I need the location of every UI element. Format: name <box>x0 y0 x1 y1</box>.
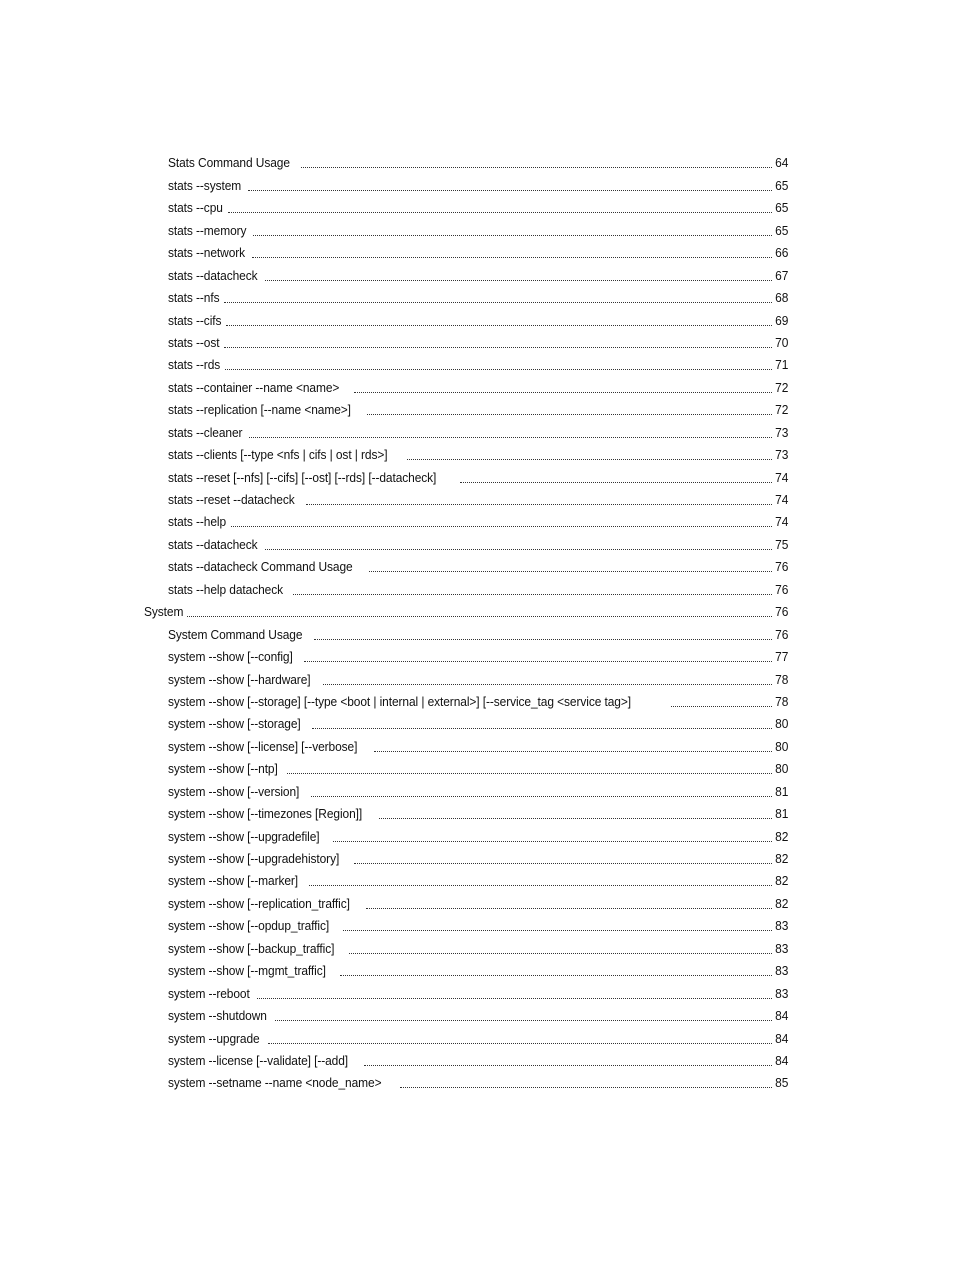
toc-entry-title: stats --nfs <box>168 290 220 306</box>
toc-dot-leader <box>312 728 771 729</box>
toc-entry[interactable] <box>0 621 788 643</box>
toc-entry[interactable] <box>0 576 788 598</box>
toc-entry[interactable] <box>0 285 788 307</box>
toc-page-number: 74 <box>774 492 788 507</box>
toc-entry-title: system --shutdown <box>168 1008 267 1024</box>
toc-dot-leader <box>265 549 771 550</box>
toc-dot-leader <box>333 841 772 842</box>
toc-page-number: 75 <box>774 536 788 552</box>
toc-entry-title: system --show [--opdup_traffic] <box>168 918 330 934</box>
toc-entry[interactable] <box>0 1003 788 1025</box>
toc-dot-leader <box>248 190 772 191</box>
toc-entry-title: stats --datacheck <box>168 536 258 552</box>
toc-entry-title: system --show [--ntp] <box>168 761 278 777</box>
toc-page-number: 74 <box>774 514 788 530</box>
toc-dot-leader <box>369 571 772 572</box>
toc-page-number: 83 <box>774 940 788 956</box>
toc-page-number: 72 <box>774 402 788 418</box>
toc-page-number: 82 <box>774 851 788 866</box>
toc-entry[interactable] <box>0 442 788 464</box>
toc-dot-leader <box>253 235 771 236</box>
toc-page-number: 71 <box>774 357 788 373</box>
toc-page-number: 84 <box>774 1008 788 1024</box>
toc-entry-title: system --show [--mgmt_traffic] <box>168 963 326 979</box>
toc-entry-title: system --show [--replication_traffic] <box>168 895 350 911</box>
toc-entry[interactable] <box>0 1070 788 1092</box>
toc-dot-leader <box>671 706 771 707</box>
toc-entry[interactable] <box>0 487 788 509</box>
toc-entry[interactable] <box>0 801 788 823</box>
toc-entry[interactable] <box>0 352 788 374</box>
table-of-contents <box>0 150 954 1092</box>
toc-entry-title: stats --ost <box>168 334 220 350</box>
toc-entry[interactable] <box>0 666 788 688</box>
toc-entry-title: system --show [--hardware] <box>168 671 311 687</box>
toc-page-number: 83 <box>774 963 788 979</box>
toc-dot-leader <box>287 773 771 774</box>
toc-dot-leader <box>364 1065 772 1066</box>
toc-entry[interactable] <box>0 913 788 935</box>
toc-page-number: 65 <box>774 177 788 193</box>
toc-page-number: 80 <box>774 761 788 777</box>
toc-entry-title: system --license [--validate] [--add] <box>168 1052 349 1068</box>
toc-entry[interactable] <box>0 464 788 486</box>
toc-entry-title: stats --cleaner <box>168 424 243 440</box>
toc-dot-leader <box>349 953 772 954</box>
toc-entry[interactable] <box>0 554 788 576</box>
toc-entry-title: stats --help datacheck <box>168 581 283 597</box>
toc-dot-leader <box>249 437 772 438</box>
toc-dot-leader <box>323 684 772 685</box>
toc-entry[interactable] <box>0 711 788 733</box>
toc-page-number: 74 <box>774 469 788 485</box>
toc-dot-leader <box>257 998 772 999</box>
toc-entry[interactable] <box>0 240 788 262</box>
toc-page-number: 84 <box>774 1030 788 1046</box>
toc-page-number: 82 <box>774 828 788 844</box>
toc-page-number: 70 <box>774 334 788 350</box>
toc-entry-title: system --show [--upgradehistory] <box>168 851 340 866</box>
toc-entry[interactable] <box>0 374 788 396</box>
toc-page-number: 80 <box>774 738 788 754</box>
toc-dot-leader <box>343 930 771 931</box>
toc-entry-title: stats --rds <box>168 357 221 373</box>
toc-entry[interactable] <box>0 756 788 778</box>
toc-page-number: 73 <box>774 424 788 440</box>
toc-dot-leader <box>301 167 772 168</box>
toc-entry-title: system --show [--marker] <box>168 873 299 889</box>
toc-page-number: 82 <box>774 895 788 911</box>
toc-page-number: 78 <box>774 671 788 687</box>
toc-dot-leader <box>231 526 771 527</box>
toc-section-entry[interactable] <box>0 599 788 621</box>
toc-page-number: 66 <box>774 245 788 261</box>
toc-dot-leader <box>306 504 772 505</box>
toc-entry[interactable] <box>0 172 788 194</box>
toc-dot-leader <box>228 212 772 213</box>
toc-page-number: 69 <box>774 312 788 328</box>
toc-page-number: 76 <box>774 626 788 642</box>
toc-entry-title: system --show [--upgradefile] <box>168 828 320 844</box>
toc-dot-leader <box>268 1043 772 1044</box>
toc-page-number: 76 <box>774 559 788 575</box>
toc-dot-leader <box>311 796 772 797</box>
toc-page-number: 76 <box>774 604 788 620</box>
toc-dot-leader <box>354 392 771 393</box>
toc-dot-leader <box>226 325 772 326</box>
toc-entry-title: system --show [--storage] <box>168 716 301 732</box>
toc-entry[interactable] <box>0 531 788 553</box>
toc-page-number: 73 <box>774 447 788 463</box>
toc-page-number: 64 <box>774 155 788 171</box>
toc-page-number: 78 <box>774 693 788 709</box>
toc-entry[interactable] <box>0 980 788 1002</box>
toc-dot-leader <box>275 1020 771 1021</box>
toc-page-number: 65 <box>774 200 788 216</box>
toc-page-number: 85 <box>774 1075 788 1091</box>
toc-entry-title: system --upgrade <box>168 1030 260 1046</box>
toc-entry-title: stats --network <box>168 245 246 261</box>
toc-dot-leader <box>340 975 772 976</box>
toc-entry[interactable] <box>0 935 788 957</box>
toc-entry-title: stats --reset [--nfs] [--cifs] [--ost] [--rds] [--datacheck] <box>168 469 437 485</box>
toc-dot-leader <box>354 863 771 864</box>
toc-page-number: 81 <box>774 806 788 822</box>
toc-dot-leader <box>187 616 772 617</box>
toc-dot-leader <box>252 257 772 258</box>
toc-entry[interactable] <box>0 307 788 329</box>
toc-entry-title: stats --memory <box>168 222 247 238</box>
toc-entry[interactable] <box>0 262 788 284</box>
toc-entry-title: stats --cifs <box>168 312 222 328</box>
toc-entry-title: stats --help <box>168 514 227 530</box>
toc-dot-leader <box>314 639 771 640</box>
toc-entry[interactable] <box>0 217 788 239</box>
toc-entry-title: System <box>144 604 184 620</box>
toc-page-number: 67 <box>774 267 788 283</box>
toc-entry[interactable] <box>0 509 788 531</box>
toc-page-number: 83 <box>774 918 788 934</box>
toc-entry[interactable] <box>0 644 788 666</box>
toc-dot-leader <box>293 594 772 595</box>
toc-entry-title: stats --system <box>168 177 242 193</box>
toc-entry[interactable] <box>0 419 788 441</box>
toc-dot-leader <box>460 482 772 483</box>
toc-entry[interactable] <box>0 846 788 868</box>
toc-entry[interactable] <box>0 150 788 172</box>
toc-entry-title: stats --reset --datacheck <box>168 492 295 507</box>
toc-entry-title: stats --container --name <name> <box>168 379 340 395</box>
toc-dot-leader <box>224 302 772 303</box>
toc-dot-leader <box>265 280 771 281</box>
toc-page-number: 72 <box>774 379 788 395</box>
toc-dot-leader <box>407 459 772 460</box>
toc-page-number: 81 <box>774 783 788 799</box>
toc-entry-title: System Command Usage <box>168 626 303 642</box>
toc-page-number: 80 <box>774 716 788 732</box>
toc-page-number: 82 <box>774 873 788 889</box>
toc-entry[interactable] <box>0 733 788 755</box>
toc-entry[interactable] <box>0 868 788 890</box>
toc-entry[interactable] <box>0 397 788 419</box>
toc-entry[interactable] <box>0 195 788 217</box>
toc-entry[interactable] <box>0 890 788 912</box>
toc-dot-leader <box>225 369 772 370</box>
toc-entry[interactable] <box>0 778 788 800</box>
toc-entry-title: stats --clients [--type <nfs | cifs | ost | rds>] <box>168 447 388 463</box>
toc-entry[interactable] <box>0 1025 788 1047</box>
toc-dot-leader <box>304 661 772 662</box>
toc-dot-leader <box>374 751 772 752</box>
toc-entry-title: system --show [--storage] [--type <boot | internal | external>] [--service_tag <service tag>] <box>168 693 631 709</box>
toc-dot-leader <box>367 414 772 415</box>
toc-dot-leader <box>224 347 772 348</box>
toc-entry-title: system --show [--config] <box>168 649 293 665</box>
toc-entry[interactable] <box>0 823 788 845</box>
toc-dot-leader <box>366 908 772 909</box>
toc-entry-title: Stats Command Usage <box>168 155 290 171</box>
toc-entry-title: stats --datacheck Command Usage <box>168 559 353 575</box>
toc-entry-title: system --show [--backup_traffic] <box>168 940 335 956</box>
toc-entry-title: stats --datacheck <box>168 267 258 283</box>
toc-page-number: 84 <box>774 1052 788 1068</box>
toc-entry-title: stats --replication [--name <name>] <box>168 402 351 418</box>
toc-page-number: 76 <box>774 581 788 597</box>
toc-page-number: 65 <box>774 222 788 238</box>
toc-entry-title: system --reboot <box>168 985 250 1001</box>
toc-dot-leader <box>309 885 771 886</box>
toc-entry[interactable] <box>0 689 788 711</box>
toc-entry[interactable] <box>0 330 788 352</box>
toc-entry-title: system --setname --name <node_name> <box>168 1075 382 1091</box>
toc-dot-leader <box>379 818 772 819</box>
toc-entry[interactable] <box>0 958 788 980</box>
toc-entry-title: system --show [--timezones [Region]] <box>168 806 363 822</box>
toc-entry[interactable] <box>0 1048 788 1070</box>
toc-entry-title: system --show [--version] <box>168 783 300 799</box>
toc-page-number: 68 <box>774 290 788 306</box>
toc-entry-title: stats --cpu <box>168 200 223 216</box>
toc-dot-leader <box>400 1087 771 1088</box>
toc-page-number: 83 <box>774 985 788 1001</box>
toc-entry-title: system --show [--license] [--verbose] <box>168 738 358 754</box>
toc-page-number: 77 <box>774 649 788 665</box>
